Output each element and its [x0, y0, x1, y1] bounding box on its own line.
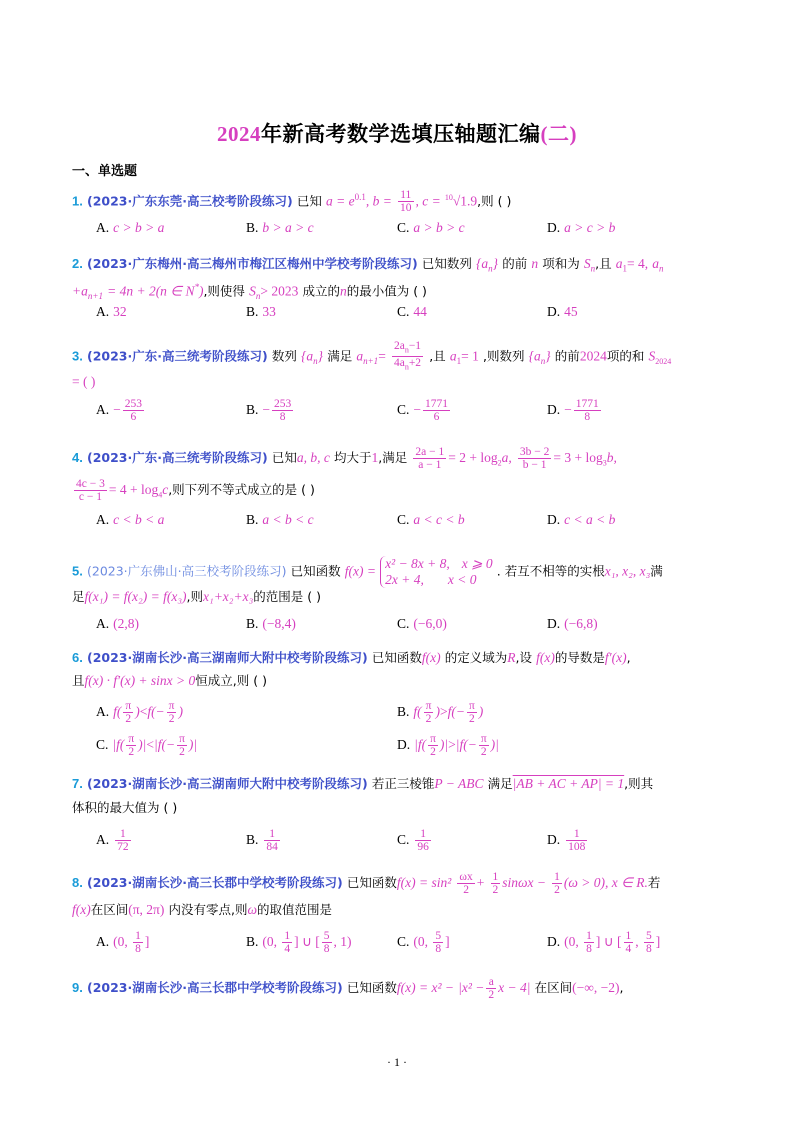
- math: 3: [602, 458, 607, 468]
- text: ,设: [515, 650, 532, 665]
- text: 已知函数: [346, 980, 397, 995]
- math: }: [545, 348, 551, 364]
- math: f(x): [536, 650, 555, 665]
- text: 已知数列: [421, 256, 472, 271]
- text: 已知函数: [346, 875, 397, 890]
- math: a: [652, 256, 660, 271]
- math: f(x) · f′(x) + sinx > 0: [84, 673, 196, 688]
- option-d[interactable]: D. (0, $\frac{1}{8}$ ] ∪ [ $\frac{1}{4}$ , $\frac{5}{8}$ ]: [547, 930, 661, 955]
- text: . 若互不相等的实根: [496, 563, 605, 579]
- text: 的前: [554, 348, 580, 364]
- text: ,: [626, 650, 631, 665]
- math: 1: [622, 263, 628, 274]
- math: }: [492, 256, 499, 271]
- math: a: [615, 256, 623, 271]
- option-b[interactable]: B. (0, $\frac{1}{4}$ ] ∪ [ $\frac{5}{8}$ , 1): [246, 930, 352, 955]
- text: 已知: [271, 450, 297, 465]
- text: 的取值范围是: [257, 902, 333, 917]
- text: ,则使得: [203, 283, 245, 299]
- text: 在区间: [534, 980, 573, 995]
- text: 的范围是 ( ): [253, 589, 321, 604]
- math: 1: [456, 355, 462, 366]
- math: n: [313, 355, 318, 366]
- math: f(x) = x² −: [396, 980, 454, 995]
- option-a[interactable]: A. (0, $\frac{1}{8}$ ]: [96, 930, 150, 955]
- option-d[interactable]: D. − $\frac{1771}{8}$: [547, 398, 599, 423]
- text: 满: [650, 563, 663, 579]
- math: n: [590, 263, 596, 274]
- math: (−∞, −2): [572, 980, 620, 995]
- math: x₁, x₂, x₃: [604, 563, 651, 579]
- text: 的定义域为: [444, 650, 508, 665]
- text: 的最小值为 ( ): [346, 283, 427, 299]
- piecewise-brace: x² − 8x + 8, x ⩾ 0 2x + 4, x < 0: [380, 556, 492, 588]
- text: ,则: [186, 589, 204, 604]
- math: }: [317, 348, 324, 364]
- math: 10: [444, 193, 453, 202]
- question-source: (2023·湖南长沙·高三湖南师大附中校考阶段练习): [86, 776, 368, 791]
- option-a[interactable]: A. f( $\frac{\pi}{2}$ )<f(− $\frac{\pi}{2}$ ): [96, 700, 183, 725]
- math: √1.9: [452, 193, 478, 209]
- math: ω: [247, 902, 258, 917]
- math: S: [648, 348, 656, 364]
- text: 足: [72, 589, 85, 604]
- text: 在区间: [90, 902, 129, 917]
- title-main: 年新高考数学选填压轴题汇编: [261, 121, 541, 146]
- text: 已知: [296, 193, 322, 209]
- math: c: [162, 482, 169, 497]
- option-c[interactable]: C. (0, $\frac{5}{8}$ ]: [397, 930, 450, 955]
- text: 已知函数: [290, 563, 341, 579]
- math: 4: [158, 490, 163, 500]
- question-number: 3.: [72, 348, 83, 364]
- math: , b =: [365, 193, 392, 209]
- text: 满足: [487, 776, 513, 791]
- text: 体积的最大值为 ( ): [72, 800, 178, 815]
- math: f(x): [72, 902, 91, 917]
- math: a,: [501, 450, 512, 465]
- option-c[interactable]: C. (−6,0): [397, 616, 447, 631]
- option-a[interactable]: A. c > b > a: [96, 220, 165, 235]
- option-b[interactable]: B. $\frac{1}{84}$: [246, 828, 278, 853]
- question-source: (2023·广东佛山·高三校考阶段练习): [86, 563, 287, 579]
- option-a[interactable]: A. 32: [96, 304, 127, 319]
- math: f(x) = sin²: [396, 875, 452, 890]
- fraction: $\frac{2a_n-1}{4a_n+2}$: [393, 340, 422, 372]
- option-c[interactable]: C. a > b > c: [397, 220, 465, 235]
- question-number: 5.: [72, 563, 83, 579]
- text: 恒成立,则 ( ): [195, 673, 267, 688]
- text: 若: [647, 875, 661, 890]
- option-a[interactable]: A. (2,8): [96, 616, 139, 631]
- option-b[interactable]: B. f( $\frac{\pi}{2}$ )>f(− $\frac{\pi}{2}$ ): [397, 700, 484, 725]
- option-d[interactable]: D. (−6,8): [547, 616, 598, 631]
- question-source: (2023·广东·高三统考阶段练习): [86, 450, 268, 465]
- math: 2024: [579, 348, 607, 364]
- section-heading: 一、单选题: [72, 164, 138, 179]
- text: 数列: [271, 348, 297, 364]
- math: S: [249, 283, 256, 299]
- title-suffix: (二): [540, 122, 577, 146]
- question-number: 6.: [72, 650, 83, 665]
- math: , c =: [415, 193, 441, 209]
- math: 0.1: [354, 192, 366, 202]
- math: n: [540, 355, 546, 366]
- question-source: (2023·广东·高三统考阶段练习): [86, 348, 268, 364]
- math: = 1: [461, 348, 479, 364]
- question-number: 8.: [72, 875, 83, 890]
- math: S: [583, 256, 591, 271]
- option-a[interactable]: A. c < b < a: [96, 512, 165, 527]
- document-page: 2024年新高考数学选填压轴题汇编(二) 一、单选题 1. (2023·广东东莞·高三校考阶段练习) 已知 $a = e^{0.1}$, b = $\frac{11}{10}$ , c = $^{10}$√1.9,则 ( ) A. c > b > a B. b > a > c C. a > b > c D. a > c > b 2. (2023·广东梅州·高三梅州市梅江区梅州中学校考阶段练习) 已知数列 $\{a_n\}$ 的前 n 项和为 $S_n$,且 $a_1= 4$, $a_n$ $+a_{n+1} = 4n + 2(n$ ∈ N*),则使得 $S_n> 2023$ 成立的n的最小值为 ( ) A. 32 B. 33 C. 44 D. 45 3. (2023·广东·高三统考阶段练习) 数列 $\{a_n\}$ 满足 $a_{n+1}=$ $\frac{2a_n-1}{4a_n+2}$ ,且 $a_1= 1$ ,则数列 $\{a_n\}$ 的前2024项的和 $S_{2024}$ = ( ) A. − $\frac{253}{6}$ B. − $\frac{253}{8}$ C. − $\frac{1771}{6}$ D. − $\frac{1771}{8}$ 4. (2023·广东·高三统考阶段练习) 已知a, b, c 均大于1,满足 $\frac{2a - 1}{a - 1}$ = $2 + \log_2a$, $\frac{3b - 2}{b - 1}$ = $3 + \log_3b$, $\frac{4c - 3}{c - 1}$ = $4 + \log_4c$,则下列不等式成立的是 ( ) A. c < b < a B. a < b < c C. a < c < b D. c < a < b 5. (2023·广东佛山·高三校考阶段练习) 已知函数 f(x) = x² − 8x + 8, x ⩾ 0 2x + 4, x < 0 . 若互不相等的实根x₁, x₂, x₃满 足f(x₁) = f(x₂) = f(x₃),则x₁+x₂+x₃的范围是 ( ) A. (2,8) B. (−8,4) C. (−6,0) D. (−6,8) 6. (2023·湖南长沙·高三湖南师大附中校考阶段练习) 已知函数f(x) 的定义域为R,设 f(x)的导数是f′(x), 且f(x) · f′(x) + sinx > 0恒成立,则 ( ) A. f( $\frac{\pi}{2}$ )<f(− $\frac{\pi}{2}$ ) B. f( $\frac{\pi}{2}$ )>f(− $\frac{\pi}{2}$ ) C. |f( $\frac{\pi}{2}$ )|<|f(− $\frac{\pi}{2}$ )| D. |f( $\frac{\pi}{2}$ )|>|f(− $\frac{\pi}{2}$ )| 7. (2023·湖南长沙·高三湖南师大附中校考阶段练习) 若正三棱锥P − ABC 满足|AB + AC + AP| = 1,则其 体积的最大值为 ( ) A. $\frac{1}{72}$ B. $\frac{1}{84}$ C. $\frac{1}{96}$ D. $\frac{1}{108}$ 8. (2023·湖南长沙·高三长郡中学校考阶段练习) 已知函数f(x) = sin² $\frac{\omega x}{2}$ + $\frac{1}{2}$ sinωx − $\frac{1}{2}$ (ω > 0), x ∈ R.若 f(x)在区间(π, 2π) 内没有零点,则ω的取值范围是 A. (0, $\frac{1}{8}$ ] B. (0, $\frac{1}{4}$ ] ∪ [ $\frac{5}{8}$ , 1) C. (0, $\frac{5}{8}$ ] D. (0, $\frac{1}{8}$ ] ∪ [ $\frac{1}{4}$ , $\frac{5}{8}$ ] 9. (2023·湖南长沙·高三长郡中学校考阶段练习) 已知函数f(x) = x² − |x² − $\frac{a}{2}$ x − 4| 在区间(−∞, −2), · 1 ·: [0, 0, 794, 1122]
- text: 的前: [502, 256, 528, 271]
- math: b,: [606, 450, 617, 465]
- text: ,则其: [624, 776, 654, 791]
- option-c[interactable]: C. |f( $\frac{\pi}{2}$ )|<|f(− $\frac{\pi}{2}$ )|: [96, 733, 198, 758]
- question-number: 7.: [72, 776, 83, 791]
- math: n: [255, 290, 261, 301]
- option-d[interactable]: D. 45: [547, 304, 578, 319]
- text: ,且: [429, 348, 446, 364]
- math: n+1: [363, 355, 379, 366]
- text: 已知函数: [371, 650, 422, 665]
- question-number: 1.: [72, 193, 83, 209]
- question-source: (2023·湖南长沙·高三湖南师大附中校考阶段练习): [86, 650, 368, 665]
- math: = 4n + 2(n ∈ N: [107, 283, 195, 299]
- title-year: 2024: [217, 122, 261, 146]
- text: ,则 ( ): [477, 193, 512, 209]
- math: = 4 + log: [108, 482, 159, 497]
- math: 2024: [655, 356, 672, 366]
- option-b[interactable]: B. 33: [246, 304, 276, 319]
- math: 2: [497, 458, 502, 468]
- question-number: 9.: [72, 980, 83, 995]
- math: |AB + AC + AP| = 1: [512, 776, 625, 791]
- option-b[interactable]: B. b > a > c: [246, 220, 314, 235]
- option-b[interactable]: B. a < b < c: [246, 512, 314, 527]
- page-number: · 1 ·: [387, 1055, 407, 1069]
- question-source: (2023·广东梅州·高三梅州市梅江区梅州中学校考阶段练习): [86, 256, 418, 271]
- text: 满足: [327, 348, 353, 364]
- question-source: (2023·湖南长沙·高三长郡中学校考阶段练习): [86, 980, 343, 995]
- math: *: [194, 282, 199, 292]
- option-c[interactable]: C. $\frac{1}{96}$: [397, 828, 429, 853]
- option-d[interactable]: D. a > c > b: [547, 220, 616, 235]
- text: 均大于: [334, 450, 372, 465]
- math: {a: [301, 348, 314, 364]
- math: f(x): [421, 650, 441, 665]
- question-number: 4.: [72, 450, 83, 465]
- text: ,且: [595, 256, 612, 271]
- text: ,则下列不等式成立的是 ( ): [168, 482, 315, 497]
- math: > 2023: [260, 283, 299, 299]
- math: = 4,: [627, 256, 649, 271]
- math: +a: [72, 283, 88, 299]
- option-b[interactable]: B. (−8,4): [246, 616, 296, 631]
- math: {a: [476, 256, 489, 271]
- math: ): [198, 283, 204, 299]
- math: = ( ): [72, 374, 96, 389]
- math: a, b, c: [296, 450, 330, 465]
- math: x₁+x₂+x₃: [203, 589, 254, 604]
- option-c[interactable]: C. − $\frac{1771}{6}$: [397, 398, 449, 423]
- text: 成立的: [302, 283, 340, 299]
- text: 且: [72, 673, 85, 688]
- text: ,则数列: [482, 348, 525, 364]
- math: n: [531, 256, 539, 271]
- math: P − ABC: [434, 776, 484, 791]
- question-source: (2023·湖南长沙·高三长郡中学校考阶段练习): [86, 875, 343, 890]
- option-d[interactable]: D. c < a < b: [547, 512, 616, 527]
- math: n: [659, 263, 664, 274]
- math: n: [488, 263, 493, 274]
- option-c[interactable]: C. a < c < b: [397, 512, 465, 527]
- option-b[interactable]: B. − $\frac{253}{8}$: [246, 398, 292, 423]
- option-d[interactable]: D. $\frac{1}{108}$: [547, 828, 586, 853]
- fraction: $\frac{11}{10}$: [400, 189, 412, 215]
- math: a: [356, 348, 364, 364]
- math: = 2 + log: [448, 450, 498, 465]
- math: = 3 + log: [553, 450, 603, 465]
- math: a = e: [326, 193, 355, 209]
- document-title: [0, 118, 794, 148]
- option-d[interactable]: D. |f( $\frac{\pi}{2}$ )|>|f(− $\frac{\pi}{2}$ )|: [397, 733, 499, 758]
- option-a[interactable]: A. − $\frac{253}{6}$: [96, 398, 142, 423]
- option-c[interactable]: C. 44: [397, 304, 427, 319]
- fraction: $\frac{4c - 3}{c - 1}$: [76, 478, 105, 503]
- math: 1: [371, 450, 379, 465]
- math: a: [449, 348, 457, 364]
- math: {a: [528, 348, 541, 364]
- math: (π, 2π): [128, 902, 165, 917]
- math: =: [378, 348, 386, 364]
- text: 的导数是: [554, 650, 605, 665]
- math: f(x) =: [344, 563, 377, 579]
- text: 项的和: [606, 348, 645, 364]
- text: 项和为: [542, 256, 580, 271]
- text: 若正三棱锥: [371, 776, 435, 791]
- text: 内没有零点,则: [168, 902, 248, 917]
- question-number: 2.: [72, 256, 83, 271]
- text: ,满足: [378, 450, 408, 465]
- math: f′(x): [604, 650, 627, 665]
- fraction: $\frac{3b - 2}{b - 1}$: [519, 446, 550, 471]
- math: n+1: [87, 290, 103, 301]
- text: ,: [619, 980, 624, 995]
- option-a[interactable]: A. $\frac{1}{72}$: [96, 828, 129, 853]
- question-source: (2023·广东东莞·高三校考阶段练习): [86, 193, 293, 209]
- math: R: [507, 650, 516, 665]
- math: f(x₁) = f(x₂) = f(x₃): [84, 589, 187, 604]
- fraction: $\frac{2a - 1}{a - 1}$: [415, 446, 445, 471]
- math: n: [339, 283, 347, 299]
